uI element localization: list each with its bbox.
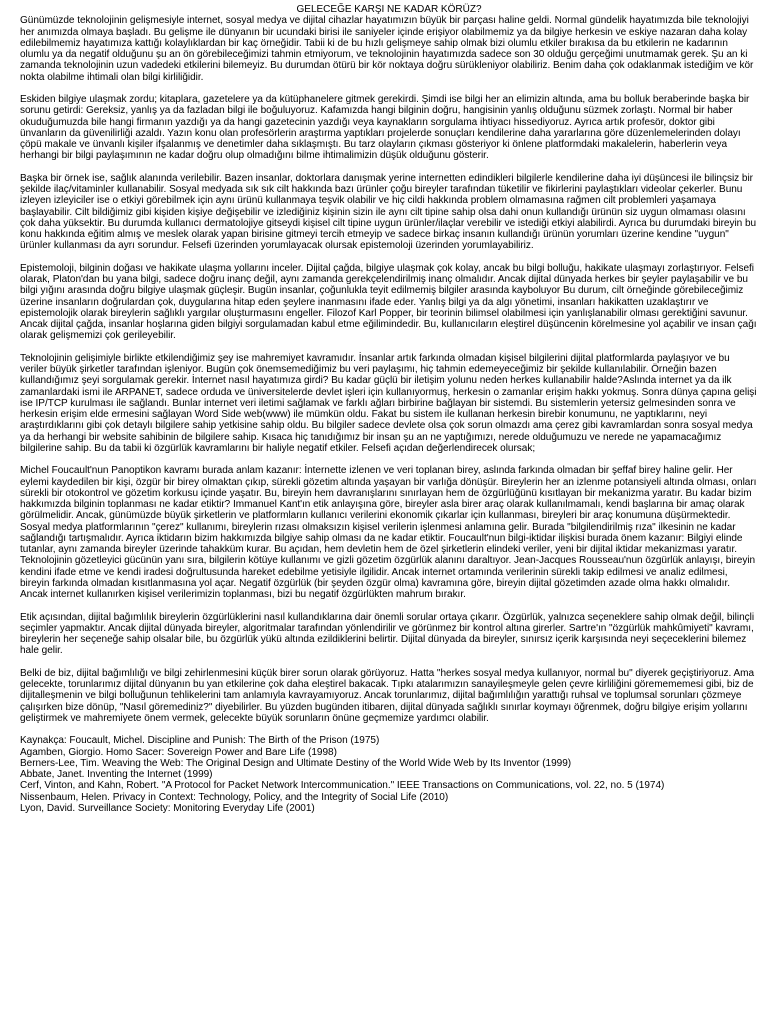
paragraph-panopticon: Michel Foucault'nun Panoptikon kavramı burada anlam kazanır: İnternette izlenen ve veri toplanan birey, aslında farkında olmadan bir şeffaf birey haline gelir. Her eylemi kaydedilen bir kişi, özgür bir birey olmaktan çıkıp, sürekli gözetim altında yaşayan bir varlığa dönüşür. Bireylerin her an izlenme potansiyeli altında olması, onları sürekli bir otokontrol ve gözetim korkusu içinde yaşatır. Bu, bireyin hem davranışlarını sınırlayan hem de özgürlüğünü kısıtlayan bir mekanizma yaratır. Bu kadar bizim hakkımızda bilginin toplanması ne kadar etiktir? Immanuel Kant'ın etik anlayışına göre, bireyler asla birer araç olarak kullanılmamalı, kendi başlarına bir amaç olarak görülmelidir. Ancak, günümüzde büyük şirketlerin ve platformların kullanıcı verilerini ekonomik çıkarlar için kullanması, bireyleri bir araç konumuna düşürmektedir. Sosyal medya platformlarının "çerez" kullanımı, bireylerin rızası olmaksızın kişisel verilerin işlenmesi anlamına gelir. Burada "bilgilendirilmiş rıza" ilkesinin ne kadar sağlandığı tartışmalıdır. Ayrıca iktidarın bizim hakkımızda bilgiye sahip olması da ne kadar etiktir. Foucault'nun bilgi-iktidar ilişkisi burada önem kazanır: Bilgiyi elinde tutanlar, aynı zamanda bireyler üzerinde tahakküm kurar. Bu açıdan, hem devletin hem de özel şirketlerin elindeki veriler, yeni bir dijital iktidar mekanizması yaratır. Teknolojinin gözetleyici gücünün yanı sıra, bilgilerin kötüye kullanımı ve gizli gözetim özgürlük alanını daraltıyor. Jean-Jacques Rousseau'nun özgürlük anlayışı, bireyin kendini ifade etme ve kendi iradesi doğrultusunda hareket edebilme yetisiyle ilgilidir. Ancak internet ortamında verilerinin sürekli takip edilmesi ve analiz edilmesi, bireyin farkında olmadan kısıtlanmasına yol açar. Negatif özgürlük (bir şeyden özgür olma) kavramına göre, bireyin dijital gözetimden azade olma hakkı olmalıdır. Ancak internet kullanırken kişisel verilerimizin toplanması, bizi bu negatif özgürlükten mahrum bırakır. bbox=[20, 465, 757, 600]
references-list bbox=[20, 735, 758, 814]
reference-item: Abbate, Janet. Inventing the Internet (1999) bbox=[20, 769, 213, 780]
document-page bbox=[20, 4, 758, 814]
paragraph-conclusion: Belki de biz, dijital bağımlılığı ve bilgi zehirlenmesini küçük birer sorun olarak görüyoruz. Hatta "herkes sosyal medya kullanıyor, normal bu" diyerek geçiştiriyoruz. Ama gelecekte, torunlarımız dijital dünyanın bu yan etkilerine çok daha eleştirel bakacak. Tıpkı atalarımızın sanayileşmeyle gelen çevre kirliliğini göremememesi gibi, biz de dijitalleşmenin ve bilgi bolluğunun tehlikelerini tam anlamıyla kavrayamıyoruz. Ancak torunlarımız, dijital bağımlılığın yarattığı ruhsal ve toplumsal sorunları çözmeye çalışırken bize dönüp, "Nasıl göremediniz?" diyebilirler. Bu yüzden bugünden itibaren, dijital dünyada sağlıklı sınırlar koymayı öğrenmek, doğru bilgiye erişim yollarını geliştirmek ve mahremiyete önem vermek, gelecekte büyük sorunların önüne geçmemize yardımcı olabilir. bbox=[20, 667, 755, 724]
paragraph-privacy: Teknolojinin gelişimiyle birlikte etkilendiğimiz şey ise mahremiyet kavramıdır. İnsanlar artık farkında olmadan kişisel bilgilerini dijital platformlarda paylaşıyor ve bu veriler büyük şirketler tarafından işleniyor. Bugün çok önemsemediğimiz bu veri paylaşımı, hiç tahmin edemeyeceğimiz bir şekilde kullanılabilir. Örneğin bazen kullandığımız şeyi sorgulamak gerekir. İnternet nasıl hayatımıza girdi? Bu kadar güçlü bir iletişim yolunu neden herkes kullanabilir halde?Aslında internet ya da ilk zamanlardaki ismi ile ARPANET, sadece orduda ve üniversitelerde devlet işleri için kullanıyormuş, herkesin o zamanlar erişim hakkı yokmuş. Sonra dünya çapına gelişi ise IP/TCP kurulması ile sağlandı. Bunlar internet veri iletimi sağlamak ve farklı ağları birbirine bağlayan bir sistemdi. Bu sistemlerin yetersiz gelmesinden sonra ve herkesin erişim elde ermesini sağlayan Word Side web(www) ile mümkün oldu. Fakat bu sistem ile kullanan herkesin birebir konumunu, ne yaptıklarını, neyi araştırdıklarını gibi çok detaylı bilgilere sahip yetkisine sahip oldu. Bu bilgiler sadece devlete olsa çok sorun olmazdı ama çerez gibi kavramlardan sonra sosyal medya ya da herhangi bir website sahibinin de bilgilere sahip. Kısaca hiç tanıdığımız bir insan şu an ne yaptığımızı, nerede olduğumuzu ve nerede ne yapamacağımız bilgilerine sahip. Bu da tabii ki özgürlük kavramlarını bir haliyle negatif etkiler. Felsefi açıdan değerlendirecek olursak; bbox=[20, 352, 757, 454]
reference-item: Lyon, David. Surveillance Society: Monitoring Everyday Life (2001) bbox=[20, 802, 315, 814]
reference-item: Nissenbaum, Helen. Privacy in Context: Technology, Policy, and the Integrity of Social Life (2010) bbox=[20, 791, 449, 803]
reference-item: Berners-Lee, Tim. Weaving the Web: The Original Design and Ultimate Destiny of the World Wide Web by Its Inventor (1999) bbox=[20, 757, 572, 769]
paragraph-intro: Günümüzde teknolojinin gelişmesiyle internet, sosyal medya ve dijital cihazlar hayatımızın büyük bir parçası haline geldi. Normal gündelik hayatımızda bile teknolojiyi her anımızda olmaya başladı. Bu gelişme ile dünyanın bir ucundaki birisi ile saniyeler içinde erişiyor olabilmemiz ya da bilgiye herkesin ve eskiye nazaran daha kolay edilebilmemiz hayatımıza kattığı kolaylıklardan bir kaç örneğidir. Tabii ki de bu hızlı gelişmeye sahip olmak bizi olumlu etkiler bırakısa da bu etkilerin ne kadarının olumlu ya da negatif olduğunu şu an ön görebileceğimizi tahmin etmiyorum, ve teknolojinin hayatımızda sadece son 30 olduğu gerçeğimi unutmamak gerek. Şu an ki zamanda teknolojinin uzun vadedeki etkilerini bilemeyiz. Bu durumdan ötürü bir kör noktaya doğru sürükleniyor olabiliriz. Benim daha çok odaklanmak istediğim ve kör nokta olabilme ihtimali olan bilgi kirliliğidir. bbox=[20, 15, 754, 83]
reference-item: Agamben, Giorgio. Homo Sacer: Sovereign Power and Bare Life (1998) bbox=[20, 746, 337, 758]
reference-item: Cerf, Vinton, and Kahn, Robert. "A Protocol for Packet Network Intercommunication." IEEE Transactions on Communications, vol. 22, no. 5 (1974) bbox=[20, 780, 665, 792]
reference-item: Kaynakça: Foucault, Michel. Discipline and Punish: The Birth of the Prison (1975) bbox=[20, 735, 380, 747]
paragraph-health-example: Başka bir örnek ise, sağlık alanında verilebilir. Bazen insanlar, doktorlara danışmak yerine internetten edindikleri bilgilerle kendilerine daha iyi düşüncesi ile bilinçsiz bir şekilde ilaç/vitaminler kullanabilir. Sosyal medyada sık sık cilt hakkında bazı ürünler çoğu bireyler tarafından tüketilir ve fikirlerini paylaştıkları videolar çekerler. Bunu izleyen izleyiciler ise o etkiyi görebilmek için aynı ürünü kullanmaya teşvik olabilir ve hiç cildi hakkında problem olmamasına rağmen cilt problemleri yaşamaya başlayabilir. Cilt bildiğimiz gibi kişiden kişiye değişebilir ve izlediğiniz kişinin sizin ile aynı cilt tipine sahip olsa dahi onun kullandığı ürünün siz uygun olmaması olasını çok daha yüksektir. Bu durumda kullanıcı dermatolojiye gitseydi kişisel cilt tipine uygun ürünler/ilaçlar verebilir ve istediği etkiyi alabilirdi. Ayrıca bu durumdaki bireyin bu konu hakkında eğitim almış ve meslek olarak yapan birisine gitmeyi tercih etmeyip ve sadece birkaç insanın kullandığı ürünün yorumları üzerine kendine "uygun" ürünler kullanması da ayrı sorundur. Felsefi üzerinden yorumlayacak olursak epistemoloji üzerinden yorumlayabiliriz. bbox=[20, 172, 757, 252]
paragraph-ethics: Etik açısından, dijital bağımlılık bireylerin özgürlüklerini nasıl kullandıklarına dair önemli sorular ortaya çıkarır. Özgürlük, yalnızca seçeneklere sahip olmak değil, bilinçli seçimler yapmaktır. Ancak dijital dünyada bireyler, algoritmalar tarafından yönlendirilir ve görünmez bir kontrol altına girerler. Sartre'ın "özgürlük mahkûmiyeti" kavramı, bireylerin her seçeneğe sahip olsalar bile, bu özgürlük yükü altında ezildiklerini belirtir. Dijital dünyada da bireyler, sınırsız içerik karşısında neyi seçeceklerini bilemez hale gelir. bbox=[20, 611, 755, 657]
document-title: GELECEĞE KARŞI NE KADAR KÖRÜZ? bbox=[296, 4, 482, 15]
paragraph-epistemology: Epistemoloji, bilginin doğası ve hakikate ulaşma yollarını inceler. Dijital çağda, bilgiye ulaşmak çok kolay, ancak bu bilgi bolluğu, hakikate ulaşmayı zorlaştırıyor. Felsefi olarak, Platon'dan bu yana bilgi, sadece doğru inanç değil, aynı zamanda gerekçelendirilmiş inanç olmalıdır. Ancak dijital dünyada herkes bir şeyler paylaşabilir ve bu bilgi yığını arasında doğru bilgiye ulaşmak güçleşir. Bugün insanlar, çoğunlukla teyit edilmemiş bilgiler arasında kayboluyor Bu durum, cilt örneğinde görebileceğimiz üzerine insanların doğrulardan çok, duygularına hitap eden şeylere inanmasını ifade eder. Yanlış bilgi ya da algı yönetimi, insanları hakikatten uzaklaştırır ve epistemolojik olarak bireylerin sağlıklı yargılar oluşturmasını engeller. Filozof Karl Popper, bir teorinin bilimsel olabilmesi için yanlışlanabilir olması gerektiğini savunur. Ancak dijital çağda, insanlar hoşlarına giden bilgiyi sorgulamadan kabul etme eğilimindedir. Bu, kullanıcıların eleştirel düşüncenin körelmesine yol açabilir ve insan çağı olarak gelişmemizi çok gerileyebilir. bbox=[20, 262, 757, 342]
paragraph-information-access: Eskiden bilgiye ulaşmak zordu; kitaplara, gazetelere ya da kütüphanelere gitmek gerekirdi. Şimdi ise bilgi her an elimizin altında, ama bu bolluk beraberinde başka bir sorunu getirdi: Gereksiz, yanlış ya da fazladan bilgi ile boğuluyoruz. Kafamızda hangi bilginin doğru, hangisinin yanlış olduğunu süzmek zorlaştı. Normal bir haber okuduğumuzda bile hangi firmanın yazdığı ya da hangi gazetecinin yazdığı veya kaynakların sorgulama ihtiyacı hissediyoruz. Ayrıca artık profesör, doktor gibi ünvanların da güvenilirliği azaldı. Yazın konu olan profesörlerin araştırma yaptıkları projelerde sonuçları kendilerine daha yararlarına göre düzenlemelerinden dolayı çöpü makale ve ünvanlı kişiler ifşalanmış ve denetimler daha sıklaşmıştı. Bu tarz olayların çıkması gösteriyor ki önlene platformdaki makalelerin, haberlerin veya herhangi bir bilgi paylaşımının ne kadar doğru olup olmadığını bilme ihtimalimizin düşük olduğunu gösterir. bbox=[20, 94, 750, 162]
